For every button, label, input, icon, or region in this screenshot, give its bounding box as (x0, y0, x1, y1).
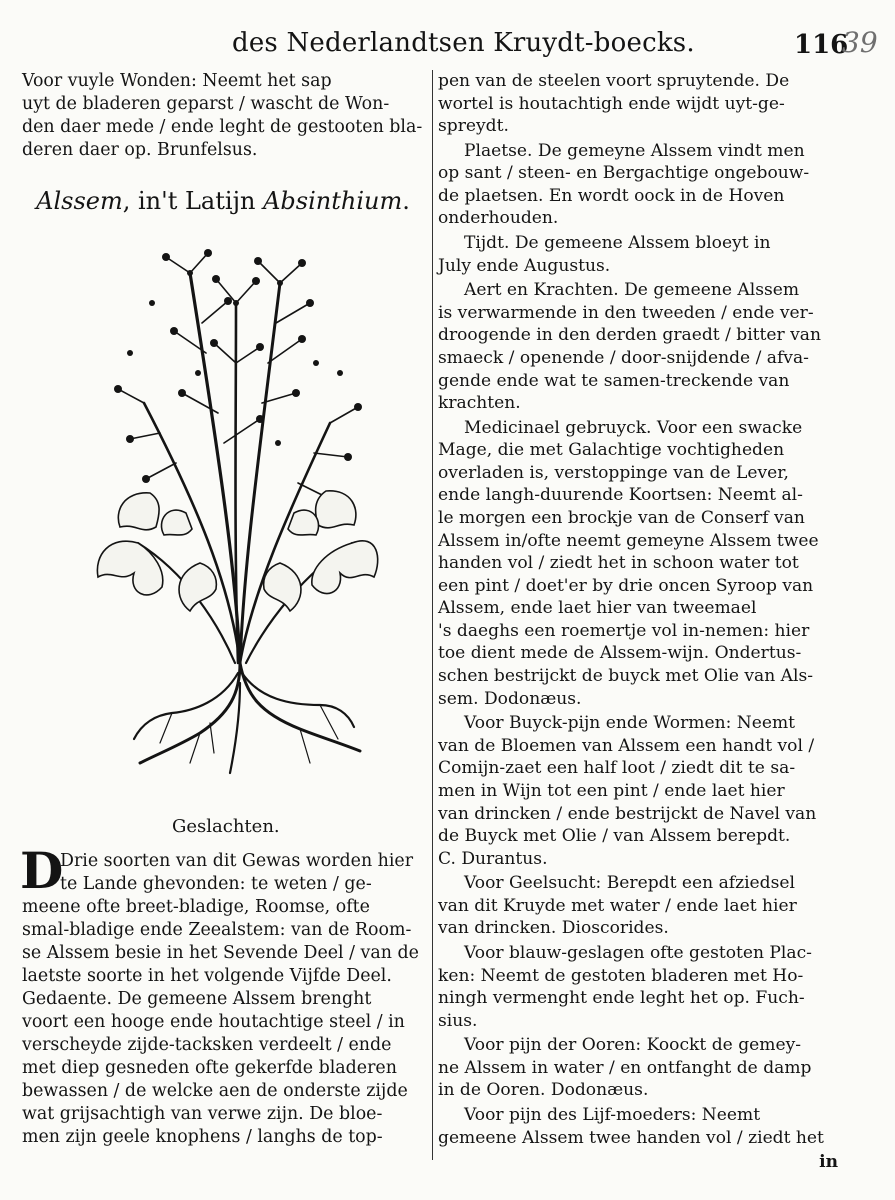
drop-cap: D (20, 841, 64, 900)
text-line: ende langh-duurende Koortsen: Neemt al- (438, 485, 803, 506)
paragraph (438, 1034, 848, 1102)
latin-name: Absinthium (263, 187, 403, 215)
text-line: deren daer op. Brunfelsus. (22, 140, 258, 160)
text-line: smaeck / openende / door-snijdende / afva- (438, 347, 809, 368)
text-line: uyt de bladeren geparst / wascht de Won- (22, 94, 390, 114)
intro-paragraph (22, 70, 424, 162)
text-line: Voor Buyck-pijn ende Wormen: Neemt (464, 713, 796, 734)
paragraph (438, 279, 848, 414)
text-line: voort een hooge ende houtachtige steel / in (22, 1012, 405, 1032)
text-line: verscheyde zijde-tacksken verdeelt / ende (22, 1035, 392, 1055)
paragraph (438, 942, 848, 1032)
text-line: Alssem, ende laet hier van tweemael (438, 598, 757, 619)
text-line: schen bestrijckt de buyck met Olie van Als- (438, 666, 814, 687)
text-line: 's daeghs een roemertje vol in-nemen: hier (438, 620, 810, 641)
text-line: Comijn-zaet een half loot / ziedt dit te sa- (438, 758, 796, 779)
section-title (22, 187, 424, 215)
text-line: Voor vuyle Wonden: Neemt het sap (22, 71, 332, 91)
text-line: van de Bloemen van Alssem een handt vol / (438, 735, 815, 756)
text-line: overladen is, verstoppinge van de Lever, (438, 462, 789, 483)
text-line: Mage, die met Galachtige vochtigheden (438, 440, 785, 461)
text-line: Gedaente. De gemeene Alssem brenght (22, 989, 372, 1009)
paragraph (438, 1104, 848, 1149)
handwritten-page-number: 39 (842, 26, 878, 59)
text-line: Voor pijn der Ooren: Koockt de gemey- (464, 1035, 802, 1056)
running-title: des Nederlandtsen Kruydt-boecks. (232, 28, 695, 58)
text-line: krachten. (438, 393, 521, 414)
text-line: handen vol / ziedt het in schoon water tot (438, 553, 799, 574)
text-line: se Alssem besie in het Sevende Deel / van de (22, 943, 419, 963)
text-line: Voor pijn des Lijf-moeders: Neemt (464, 1105, 761, 1126)
text-line: de Buyck met Olie / van Alssem berepdt. (438, 826, 791, 847)
paragraph (438, 417, 848, 711)
right-paragraphs (438, 70, 848, 1149)
text-line: Voor Geelsucht: Berepdt een afziedsel (464, 873, 795, 894)
text-line: op sant / steen- en Bergachtige ongebouw- (438, 163, 810, 184)
text-line: in de Ooren. Dodonæus. (438, 1080, 649, 1101)
text-line: July ende Augustus. (438, 255, 611, 276)
left-column (22, 70, 424, 1151)
text-line: pen van de steelen voort spruytende. De (438, 71, 790, 91)
gedaente-paragraph (22, 988, 424, 1149)
page-number: 116 (794, 30, 849, 60)
running-header (0, 24, 895, 68)
text-line: le morgen een brockje van de Conserf van (438, 507, 805, 528)
text-line: Medicinael gebruyck. Voor een swacke (464, 417, 803, 438)
text-line: droogende in den derden graedt / bitter van (438, 325, 821, 346)
text-line: is verwarmende in den tweeden / ende ver- (438, 302, 814, 323)
text-line: wortel is houtachtigh ende wijdt uyt-ge- (438, 93, 785, 114)
text-line: bewassen / de welcke aen de onderste zijde (22, 1081, 408, 1101)
text-line: van dit Kruyde met water / ende laet hier (438, 895, 797, 916)
paragraph (438, 232, 848, 277)
text-line: smal-bladige ende Zeealstem: van de Room- (22, 920, 412, 940)
text-line: met diep gesneden ofte gekerfde bladeren (22, 1058, 397, 1078)
right-column (438, 70, 848, 1174)
text-line: van drincken / ende bestrijckt de Navel van (438, 803, 817, 824)
text-line: een pint / doet'er by drie oncen Syroop van (438, 575, 814, 596)
geslachten-paragraph (20, 841, 424, 988)
title-end: . (402, 187, 410, 215)
plant-name: Alssem (36, 187, 123, 215)
text-line: Plaetse. De gemeyne Alssem vindt men (464, 140, 805, 161)
text-line: gende ende wat te samen-treckende van (438, 370, 790, 391)
text-line: men zijn geele knophens / langhs de top- (22, 1127, 383, 1147)
text-line: onderhouden. (438, 208, 559, 229)
text-line: C. Durantus. (438, 848, 548, 869)
text-line: toe dient mede de Alssem-wijn. Ondertus- (438, 643, 802, 664)
text-line: ningh vermenght ende leght het op. Fuch- (438, 988, 805, 1009)
text-line: te Lande ghevonden: te weten / ge- (60, 874, 372, 894)
text-line: laetste soorte in het volgende Vijfde Deel. (22, 966, 392, 986)
subheading-geslachten: Geslachten. (172, 816, 280, 837)
text-line: sius. (438, 1010, 478, 1031)
catchword: in (819, 1152, 838, 1173)
paragraph (438, 70, 848, 138)
text-line: Alssem in/ofte neemt gemeyne Alssem twee (438, 530, 819, 551)
text-line: ken: Neemt de gestoten bladeren met Ho- (438, 965, 804, 986)
text-line: van drincken. Dioscorides. (438, 918, 669, 939)
text-line: Voor blauw-geslagen ofte gestoten Plac- (464, 942, 812, 963)
text-line: den daer mede / ende leght de gestooten bla- (22, 117, 423, 137)
text-line: spreydt. (438, 116, 509, 137)
paragraph (438, 712, 848, 870)
text-line: ne Alssem in water / en ontfanght de damp (438, 1057, 812, 1078)
text-line: Drie soorten van dit Gewas worden hier (60, 851, 414, 871)
column-divider (432, 70, 433, 1160)
text-line: men in Wijn tot een pint / ende laet hier (438, 780, 785, 801)
title-connector: , in't Latijn (122, 187, 264, 215)
paragraph (438, 140, 848, 230)
text-line: Tijdt. De gemeene Alssem bloeyt in (464, 233, 771, 254)
text-line: Aert en Krachten. De gemeene Alssem (464, 280, 800, 301)
text-line: de plaetsen. En wordt oock in de Hoven (438, 185, 785, 206)
paragraph (438, 872, 848, 940)
text-line: gemeene Alssem twee handen vol / ziedt het (438, 1127, 824, 1148)
wormwood-woodcut-illustration (90, 243, 380, 783)
text-line: wat grijsachtigh van verwe zijn. De bloe- (22, 1104, 383, 1124)
text-line: sem. Dodonæus. (438, 688, 582, 709)
text-line: meene ofte breet-bladige, Roomse, ofte (22, 897, 370, 917)
